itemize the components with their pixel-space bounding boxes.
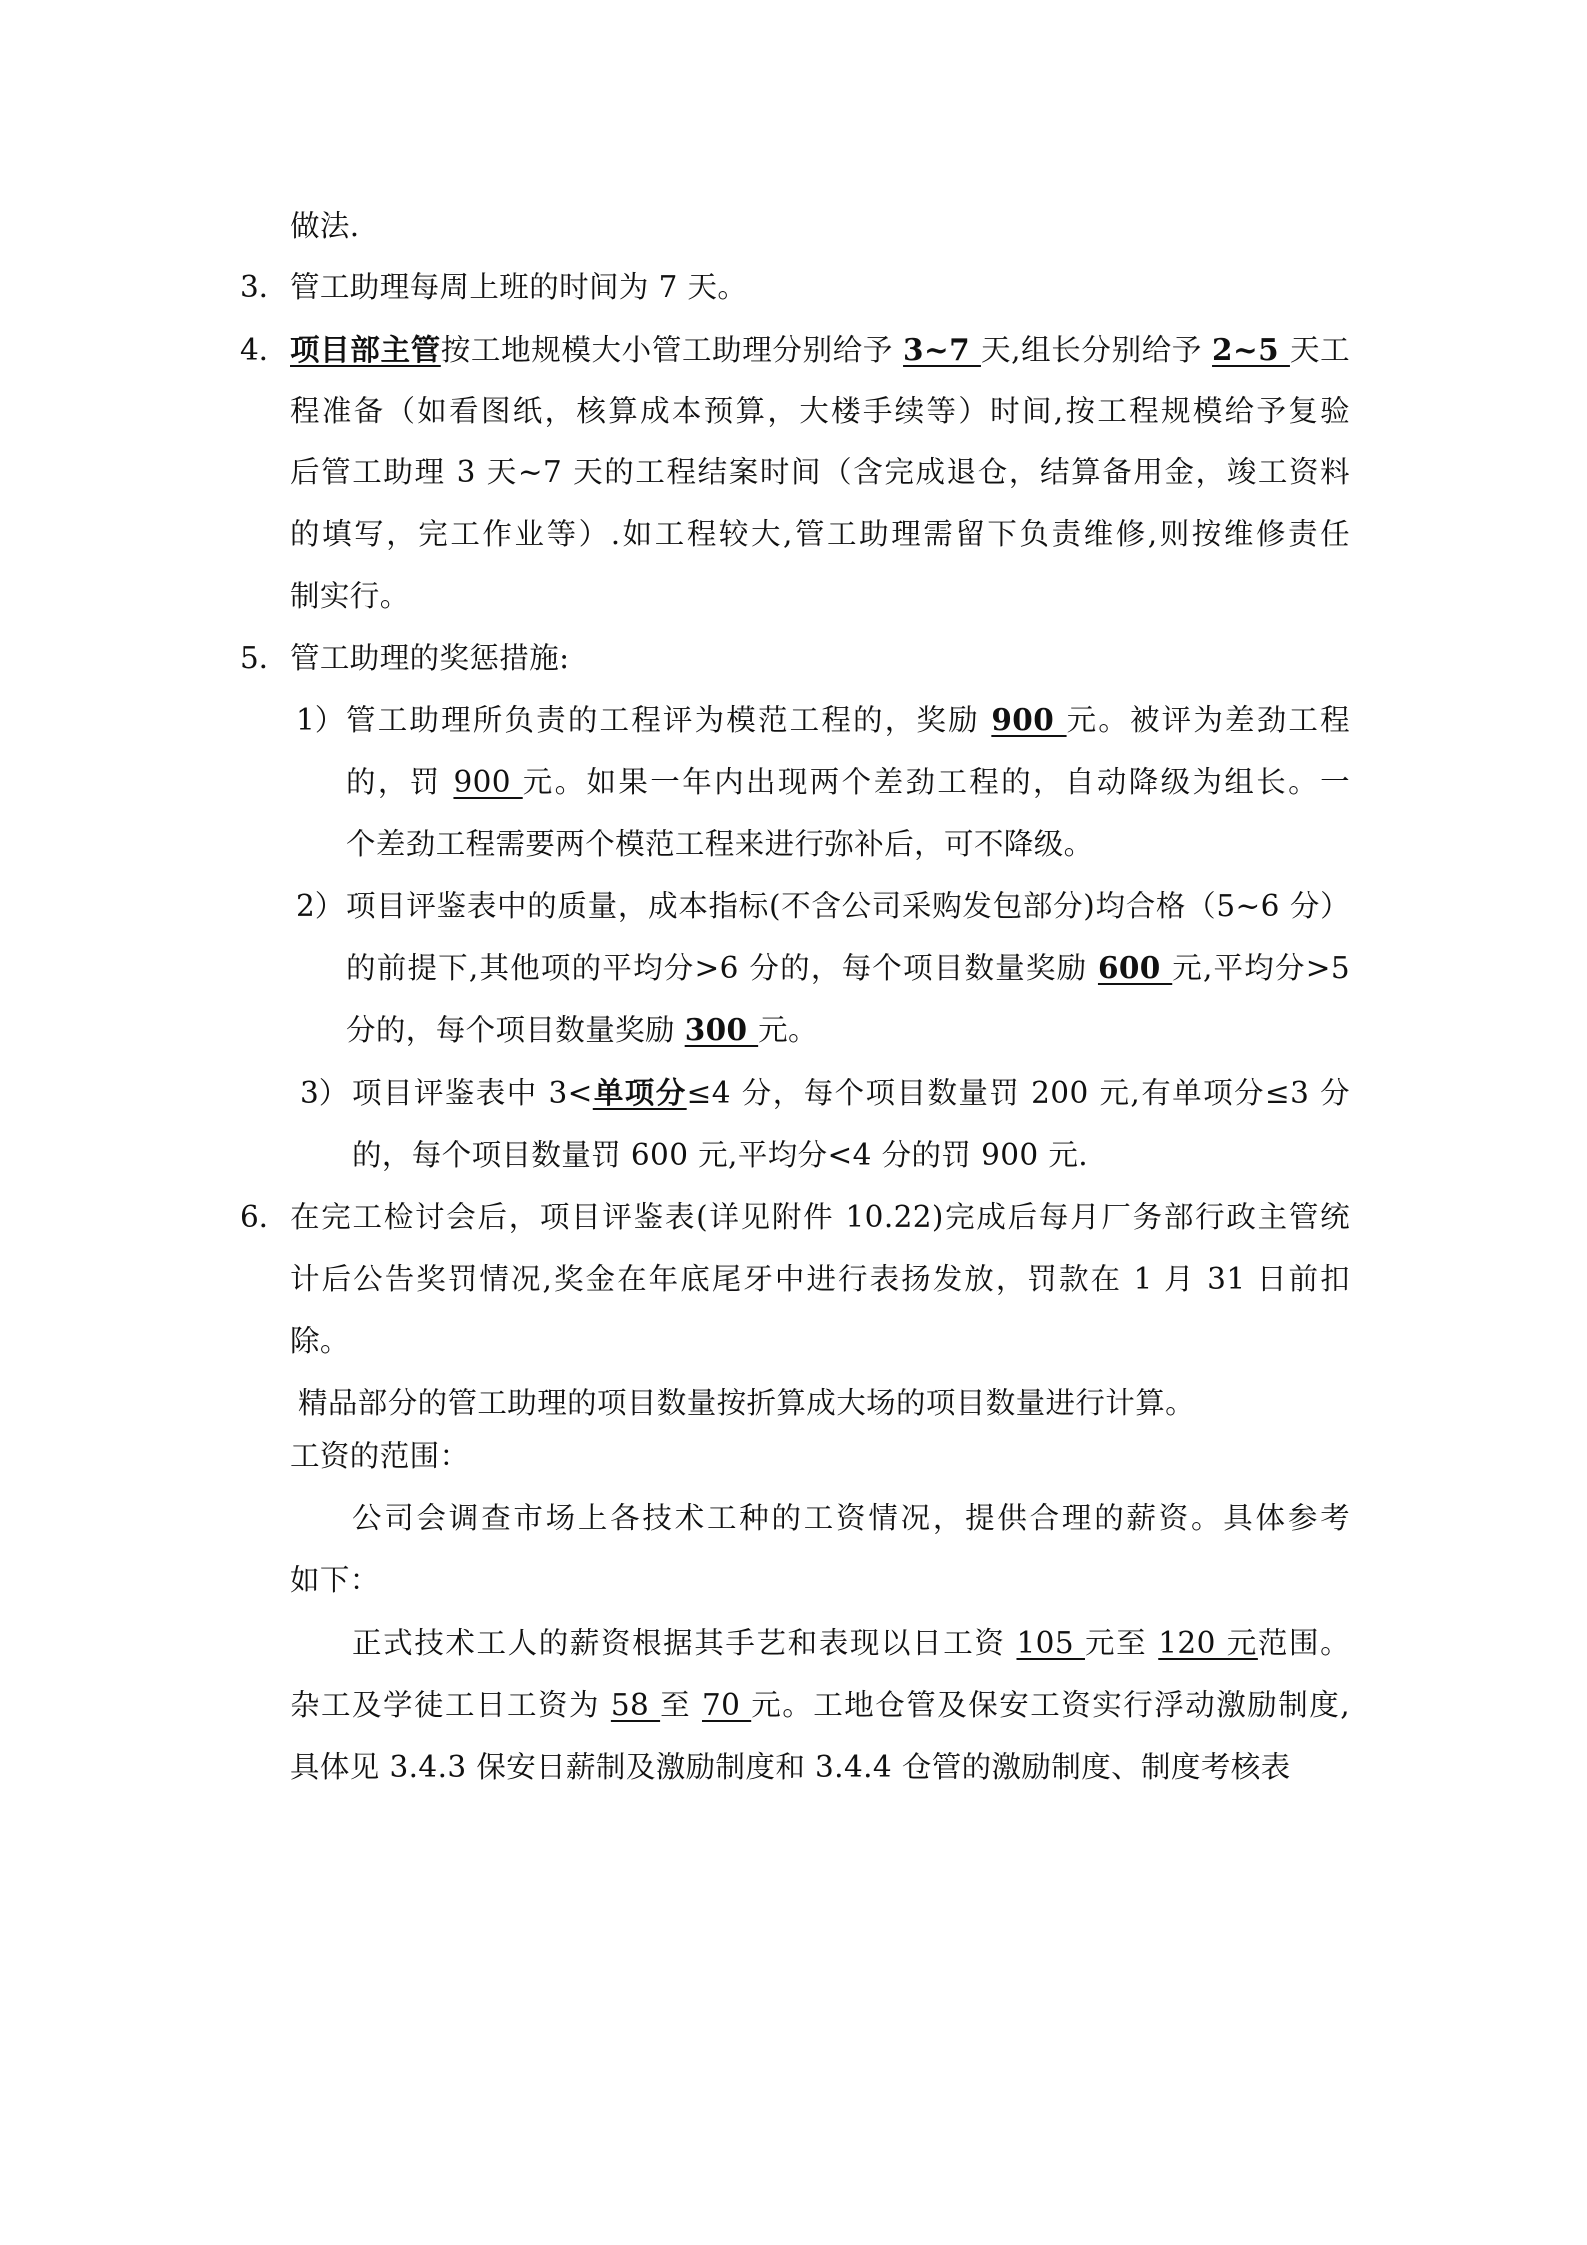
text-line-17 <box>290 1259 1350 1299</box>
text-segment: 120 元 <box>1158 1626 1258 1660</box>
text-segment: 精品部分的管工助理的项目数量按折算成大场的项目数量进行计算。 <box>298 1386 1196 1420</box>
text-segment: 项目评鉴表中 3< <box>352 1076 593 1110</box>
text-segment: 杂工及学徒工日工资为 <box>290 1688 611 1722</box>
text-line-22 <box>290 1560 380 1600</box>
text-line-15 <box>352 1135 1088 1175</box>
text-line-13 <box>346 1010 818 1050</box>
text-segment: 个差劲工程需要两个模范工程来进行弥补后，可不降级。 <box>346 827 1094 861</box>
text-segment: 管工助理的奖惩措施: <box>290 641 570 675</box>
text-segment: 具体见 3.4.3 保安日薪制及激励制度和 3.4.4 仓管的激励制度、制度考核表 <box>290 1750 1291 1784</box>
text-segment: 后管工助理 3 天~7 天的工程结案时间（含完成退仓，结算备用金，竣工资料 <box>290 455 1350 489</box>
text-segment: ≤4 分，每个项目数量罚 200 元,有单项分≤3 分 <box>686 1076 1350 1110</box>
text-segment: 制实行。 <box>290 579 410 613</box>
list-marker-6: 6． <box>240 1200 289 1234</box>
text-line-19 <box>298 1383 1195 1423</box>
sub-marker-1: 1） <box>296 703 345 737</box>
text-segment: 公司会调查市场上各技术工种的工资情况，提供合理的薪资。具体参考 <box>352 1501 1350 1535</box>
text-segment: 项目评鉴表中的质量，成本指标(不含公司采购发包部分)均合格（5~6 分） <box>346 889 1350 923</box>
section-heading-wages <box>290 1436 469 1476</box>
text-line-11 <box>346 886 1350 926</box>
text-segment: 天,组长分别给予 <box>980 333 1213 367</box>
text-segment: 除。 <box>290 1324 350 1358</box>
text-line-16 <box>290 1197 1350 1237</box>
text-line-24 <box>290 1685 1350 1725</box>
text-segment: 单项分 <box>592 1075 687 1110</box>
text-segment: 天工 <box>1289 333 1350 367</box>
text-line-6 <box>290 576 410 616</box>
text-segment: 元。工地仓管及保安工资实行浮动激励制度, <box>751 1688 1350 1722</box>
text-segment: 项目部主管 <box>290 332 441 367</box>
text-segment: 元,平均分>5 <box>1172 951 1351 985</box>
text-segment: 按工地规模大小管工助理分别给予 <box>440 333 904 367</box>
text-segment: 管工助理所负责的工程评为模范工程的，奖励 <box>346 703 992 737</box>
list-marker-3: 3． <box>240 270 289 304</box>
text-segment: 58 <box>610 1688 661 1722</box>
text-segment: 元。 <box>758 1013 818 1047</box>
text-segment: 70 <box>701 1688 752 1722</box>
text-line-25 <box>290 1747 1291 1787</box>
text-line-8 <box>346 700 1350 740</box>
list-marker-4: 4． <box>240 333 289 367</box>
text-line-2 <box>290 330 1350 370</box>
text-line-3 <box>290 391 1350 431</box>
text-line-10 <box>346 824 1094 864</box>
text-line-7 <box>290 638 569 678</box>
text-line-23 <box>352 1623 1350 1663</box>
text-segment: 的填写，完工作业等）.如工程较大,管工助理需留下负责维修,则按维修责任 <box>290 517 1350 551</box>
text-segment: 的，罚 <box>346 765 454 799</box>
text-segment: 2~5 <box>1212 332 1290 367</box>
text-segment: 的，每个项目数量罚 600 元,平均分<4 分的罚 900 元. <box>352 1138 1089 1172</box>
text-segment: 元。如果一年内出现两个差劲工程的，自动降级为组长。一 <box>522 765 1350 799</box>
text-segment: 管工助理每周上班的时间为 7 天。 <box>290 270 748 304</box>
sub-marker-2: 2） <box>296 889 345 923</box>
text-segment: 如下： <box>290 1563 380 1597</box>
sub-marker-3: 3） <box>300 1076 349 1110</box>
text-line-14 <box>352 1073 1350 1113</box>
text-segment: 900 <box>991 702 1067 737</box>
text-segment: 的前提下,其他项的平均分>6 分的，每个项目数量奖励 <box>346 951 1098 985</box>
text-segment: 300 <box>684 1012 759 1047</box>
text-segment: 工资的范围： <box>290 1439 470 1473</box>
text-line-12 <box>346 948 1350 988</box>
text-line-0: 做法. <box>290 209 360 243</box>
text-segment: 至 <box>660 1688 702 1722</box>
text-line-18 <box>290 1321 350 1361</box>
text-segment: 元至 <box>1085 1626 1159 1660</box>
text-segment: 元。被评为差劲工程 <box>1066 703 1351 737</box>
text-line-1 <box>290 267 747 307</box>
text-segment: 正式技术工人的薪资根据其手艺和表现以日工资 <box>352 1626 1017 1660</box>
text-segment: 程准备（如看图纸，核算成本预算，大楼手续等）时间,按工程规模给予复验 <box>290 394 1350 428</box>
text-segment: 900 <box>453 765 523 799</box>
text-segment: 在完工检讨会后，项目评鉴表(详见附件 10.22)完成后每月厂务部行政主管统 <box>290 1200 1350 1234</box>
text-segment: 范围。 <box>1257 1626 1350 1660</box>
text-line-21 <box>352 1498 1350 1538</box>
text-line-4 <box>290 452 1350 492</box>
text-line-9 <box>346 762 1350 802</box>
text-segment: 600 <box>1097 950 1173 985</box>
list-marker-5: 5． <box>240 641 289 675</box>
text-segment: 分的，每个项目数量奖励 <box>346 1013 685 1047</box>
text-segment: 3~7 <box>903 332 981 367</box>
text-line-5 <box>290 514 1350 554</box>
text-segment: 计后公告奖罚情况,奖金在年底尾牙中进行表扬发放，罚款在 1 月 31 日前扣 <box>290 1262 1350 1296</box>
text-segment: 105 <box>1016 1626 1085 1660</box>
